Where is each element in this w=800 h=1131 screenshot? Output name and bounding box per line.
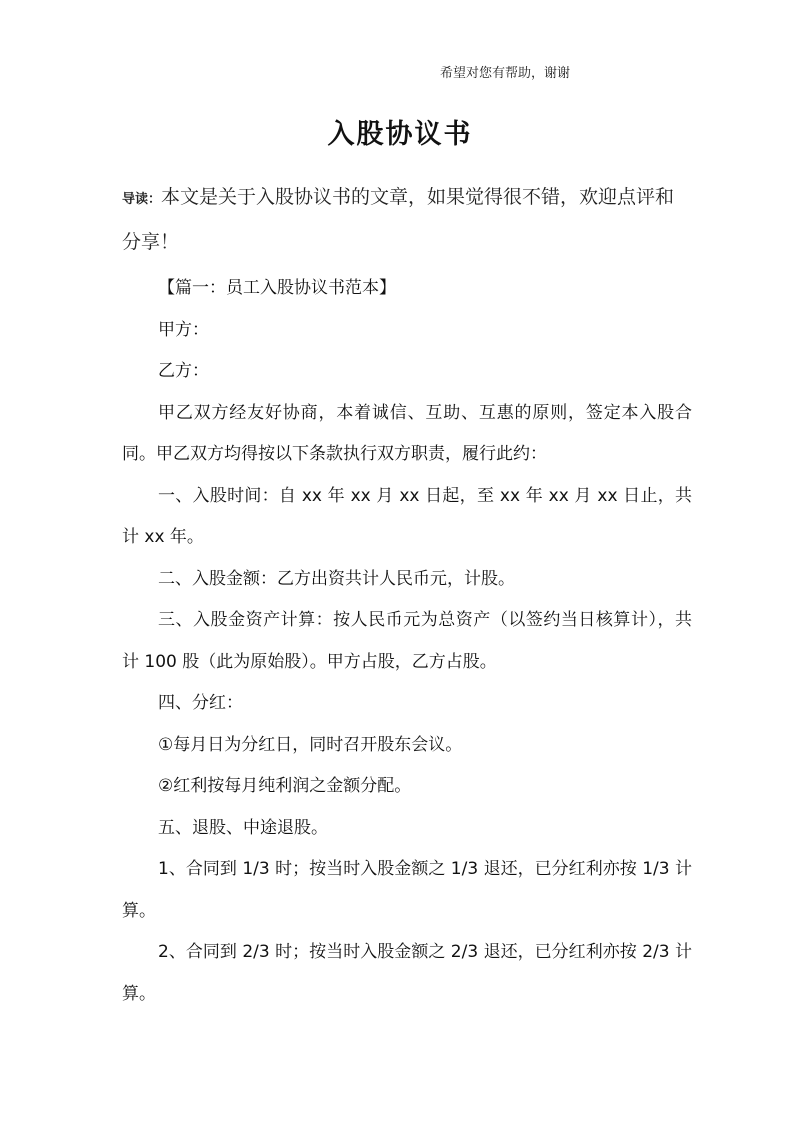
clause-withdrawal-1: 1、合同到 1/3 时；按当时入股金额之 1/3 退还，已分红利亦按 1/3 计算。 — [122, 859, 692, 921]
clause-dividend-heading: 四、分红： — [158, 693, 243, 713]
section-heading: 【篇一：员工入股协议书范本】 — [158, 278, 396, 298]
party-b-line: 乙方： — [158, 361, 209, 381]
document-title: 入股协议书 — [327, 119, 473, 150]
party-a-line: 甲方： — [158, 319, 209, 340]
clause-assets: 三、入股金资产计算：按人民币元为总资产（以签约当日核算计），共计 100 股（此为原始股）。甲方占股，乙方占股。 — [122, 610, 692, 672]
clause-dividend-1: ①每月日为分红日，同时召开股东会议。 — [158, 734, 463, 755]
document-body — [122, 268, 692, 1015]
clause-dividend-2: ②红利按每月纯利润之金额分配。 — [158, 776, 412, 796]
intro-text: 本文是关于入股协议书的文章，如果觉得很不错，欢迎点评和分享！ — [122, 186, 675, 253]
clause-withdrawal-2: 2、合同到 2/3 时；按当时入股金额之 2/3 退还，已分红利亦按 2/3 计算。 — [122, 942, 692, 1004]
clause-withdrawal-heading: 五、退股、中途退股。 — [158, 817, 328, 838]
clause-term: 一、入股时间：自 xx 年 xx 月 xx 日起，至 xx 年 xx 月 xx 日止，共计 xx 年。 — [122, 485, 692, 547]
preamble-paragraph: 甲乙双方经友好协商，本着诚信、互助、互惠的原则，签定本入股合同。甲乙双方均得按以下条款执行双方职责，履行此约： — [122, 402, 692, 464]
intro-paragraph — [122, 176, 692, 263]
clause-amount: 二、入股金额：乙方出资共计人民币元，计股。 — [158, 568, 515, 589]
intro-label: 导读： — [122, 192, 162, 207]
header-note: 希望对您有帮助，谢谢 — [440, 66, 571, 81]
